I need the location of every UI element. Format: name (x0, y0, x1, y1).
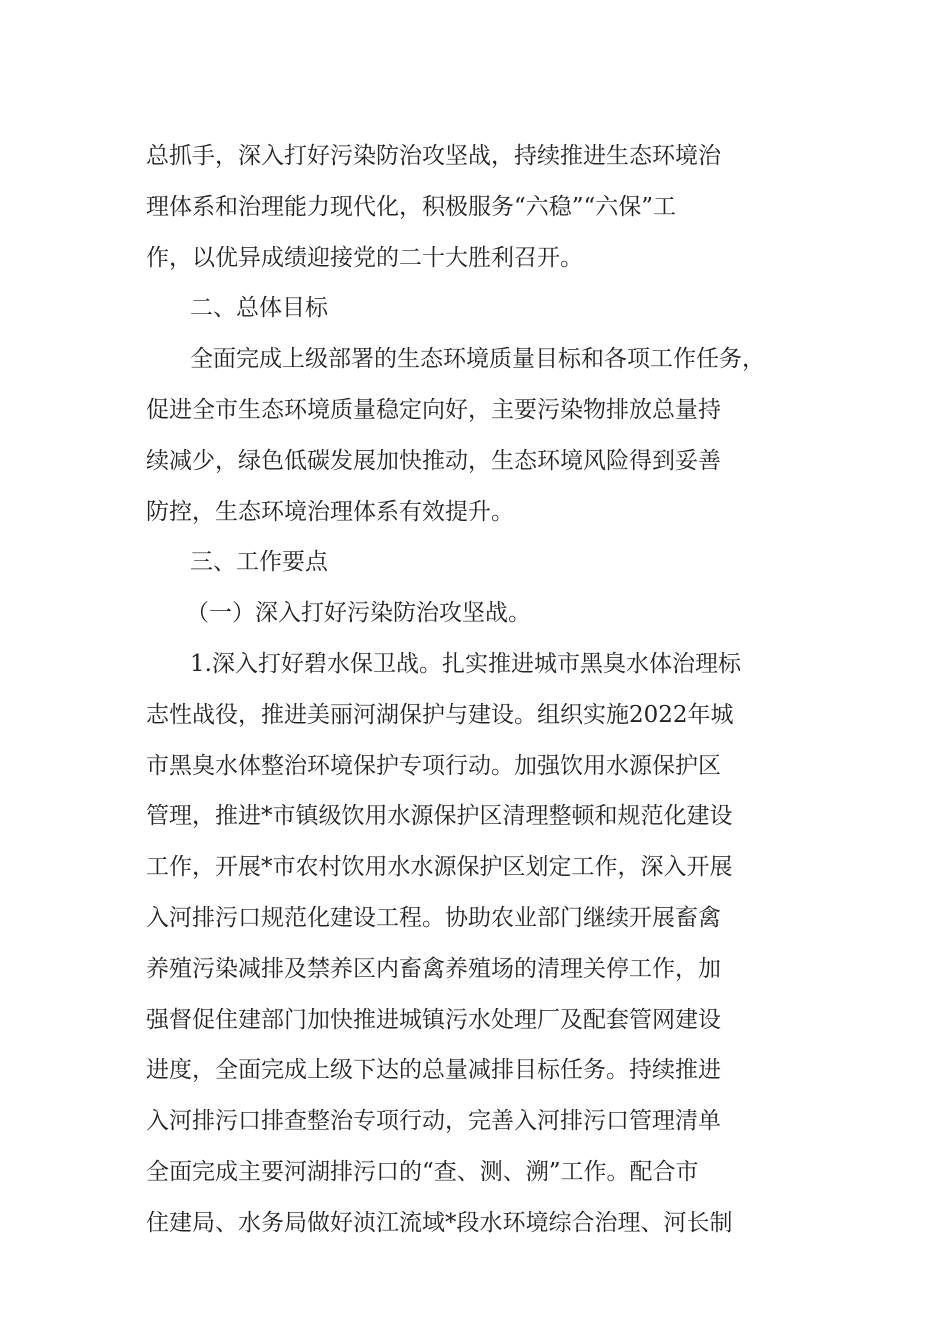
paragraph-line: 续减少，绿色低碳发展加快推动，生态环境风险得到妥善 (146, 447, 721, 474)
paragraph-line: 养殖污染减排及禁养区内畜禽养殖场的清理关停工作，加 (146, 955, 721, 982)
document-body (146, 131, 816, 1249)
section-heading: 二、总体目标 (190, 295, 328, 322)
paragraph-line: 住建局、水务局做好浈江流域*段水环境综合治理、河长制 (146, 1209, 733, 1236)
paragraph-line: 强督促住建部门加快推进城镇污水处理厂及配套管网建设 (146, 1006, 721, 1033)
paragraph-line: 进度，全面完成上级下达的总量减排目标任务。持续推进 (146, 1057, 721, 1084)
paragraph-line: 理体系和治理能力现代化，积极服务“六稳”“六保”工 (146, 193, 677, 220)
paragraph-line: 促进全市生态环境质量稳定向好，主要污染物排放总量持 (146, 396, 721, 423)
paragraph-line: 管理，推进*市镇级饮用水源保护区清理整顿和规范化建设 (146, 803, 733, 830)
paragraph-line: 全面完成主要河湖排污口的“查、测、溯”工作。配合市 (146, 1158, 699, 1185)
paragraph-line: 工作，开展*市农村饮用水水源保护区划定工作，深入开展 (146, 854, 733, 881)
section-heading: 三、工作要点 (190, 549, 328, 576)
paragraph-line: 总抓手，深入打好污染防治攻坚战，持续推进生态环境治 (146, 143, 721, 169)
paragraph-line: 入河排污口排查整治专项行动，完善入河排污口管理清单 (146, 1108, 721, 1135)
paragraph-line: 防控，生态环境治理体系有效提升。 (146, 498, 514, 525)
paragraph-line: 作，以优异成绩迎接党的二十大胜利召开。 (146, 244, 583, 271)
subsection-heading: （一）深入打好污染防治攻坚战。 (186, 600, 531, 627)
paragraph-line: 志性战役，推进美丽河湖保护与建设。组织实施2022年城 (146, 701, 734, 728)
paragraph-line: 1.深入打好碧水保卫战。扎实推进城市黑臭水体治理标 (190, 650, 741, 677)
paragraph-line: 市黑臭水体整治环境保护专项行动。加强饮用水源保护区 (146, 752, 721, 779)
paragraph-line: 入河排污口规范化建设工程。协助农业部门继续开展畜禽 (146, 904, 721, 931)
paragraph-line: 全面完成上级部署的生态环境质量目标和各项工作任务， (190, 346, 765, 373)
